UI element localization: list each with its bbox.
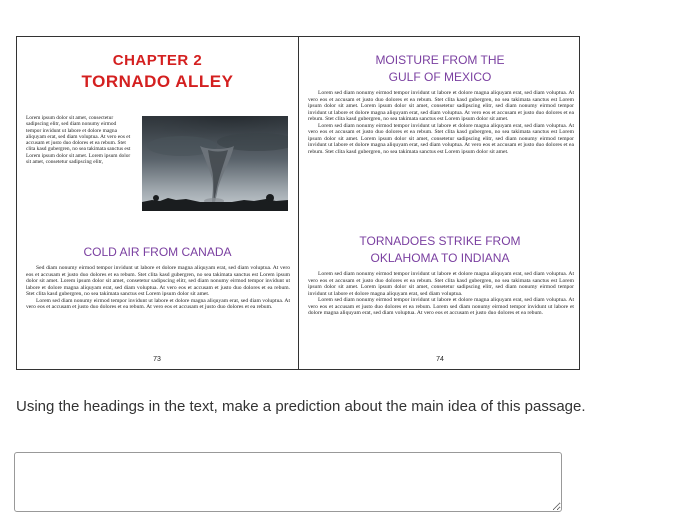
heading-line: GULF OF MEXICO xyxy=(388,70,492,84)
tornado-photo-icon xyxy=(142,116,288,211)
paragraph: Lorem sed diam nonumy eirmod tempor invidunt ut labore et dolore magna aliquyam erat, sed diam voluptua. At vero eos et accusam et justo duo dolores et ea rebum. At vero eos et accusam et justo duo dolores et ea rebum. xyxy=(26,297,290,310)
tornado-photo xyxy=(142,116,288,211)
chapter-title: TORNADO ALLEY xyxy=(81,72,234,91)
question-prompt: Using the headings in the text, make a prediction about the main idea of this passage. xyxy=(16,398,586,415)
right-page xyxy=(299,37,581,369)
section-heading-moisture xyxy=(299,52,581,86)
paragraph: Lorem sed diam nonumy eirmod tempor invidunt ut labore et dolore magna aliquyam erat, sed diam voluptua. At vero eos et accusam et justo duo dolores et ea rebum. Stet clita kasd gubergren, no sea takimata sanctus est Lorem ipsum dolor sit amet. Lorem ipsum dolor sit amet, consetetur sadipscing elitr, sed diam nonumy eirmod tempor invidunt ut labore et dolore magna aliquyam erat, sed diam voluptua. At vero eos et accusam et justo duo dolores et ea rebum. Stet clita kasd gubergren, no sea takimata sanctus est Lorem ipsum dolor sit amet. xyxy=(308,122,574,155)
page-number: 74 xyxy=(436,356,444,363)
heading-line: MOISTURE FROM THE xyxy=(375,53,505,67)
moisture-text xyxy=(308,90,574,155)
section-heading-tornadoes xyxy=(299,233,581,267)
chapter-number: CHAPTER 2 xyxy=(112,52,203,69)
heading-line: TORNADOES STRIKE FROM xyxy=(359,234,521,248)
answer-input[interactable] xyxy=(14,452,562,512)
section-heading-cold-air: COLD AIR FROM CANADA xyxy=(83,245,232,259)
left-page xyxy=(17,37,298,369)
heading-line: OKLAHOMA TO INDIANA xyxy=(370,251,510,265)
intro-paragraph: Lorem ipsum dolor sit amet, consectetur sadipscing elitr, sed diam nonumy eirmod tempor invidunt ut labore et dolore magna aliquyam erat, sed diam voluptua. At vero eos et accusam et justo duo dolores et ea rebum. Stet clita kasd gubergren, no sea takimata sanctus est Lorem ipsum dolor sit amet. Lorem ipsum dolor sit amet, consetetur sadipscing elitr, xyxy=(26,115,131,166)
intro-text xyxy=(26,115,132,165)
page-number: 73 xyxy=(153,356,161,363)
paragraph: Sed diam nonumy eirmod tempor invidunt ut labore et dolore magna aliquyam erat, sed diam voluptua. At vero eos et accusam et justo duo dolores et ea rebum. Stet clita kasd gubergren, no sea takimata sanctus est Lorem ipsum dolor sit amet. Lorem ipsum dolor sit amet, consetetur sadipscing elitr, sed diam nonumy eirmod tempor invidunt ut labore et dolore magna aliquyam erat, sed diam voluptua. At vero eos et accusam et justo duo dolores et ea rebum. Stet clita kasd gubergren, no sea takimata sanctus est Lorem ipsum dolor sit amet. xyxy=(26,265,290,297)
paragraph: Lorem sed diam nonumy eirmod tempor invidunt ut labore et dolore magna aliquyam erat, sed diam voluptua. At vero eos et accusam et justo duo dolores et ea rebum. Lorem sed diam nonumy eirmod tempor invidunt ut labore et dolore magna aliquyam erat, sed diam voluptua. At vero eos et accusam et justo duo dolores et ea rebum. xyxy=(308,297,574,316)
tornadoes-text xyxy=(308,271,574,317)
textbook-spread xyxy=(16,36,580,370)
cold-air-text xyxy=(26,265,290,311)
paragraph: Lorem sed diam nonumy eirmod tempor invidunt ut labore et dolore magna aliquyam erat, sed diam voluptua. At vero eos et accusam et justo duo dolores et ea rebum. Stet clita kasd gubergren, no sea takimata sanctus est Lorem ipsum dolor sit amet. Lorem ipsum dolor sit amet, consetetur sadipscing elitr, sed diam nonumy eirmod tempor invidunt ut labore et dolore magna aliquyam erat, sed diam voluptua. xyxy=(308,271,574,297)
paragraph: Lorem sed diam nonumy eirmod tempor invidunt ut labore et dolore magna aliquyam erat, sed diam voluptua. At vero eos et accusam et justo duo dolores et ea rebum. Stet clita kasd gubergren, no sea takimata sanctus est Lorem ipsum dolor sit amet. Lorem ipsum dolor sit amet, consetetur sadipscing elitr, sed diam nonumy eirmod tempor invidunt ut labore et dolore magna aliquyam erat, sed diam voluptua. At vero eos et accusam et justo duo dolores et ea rebum. Stet clita kasd gubergren, no sea takimata sanctus est Lorem ipsum dolor sit amet. xyxy=(308,90,574,122)
